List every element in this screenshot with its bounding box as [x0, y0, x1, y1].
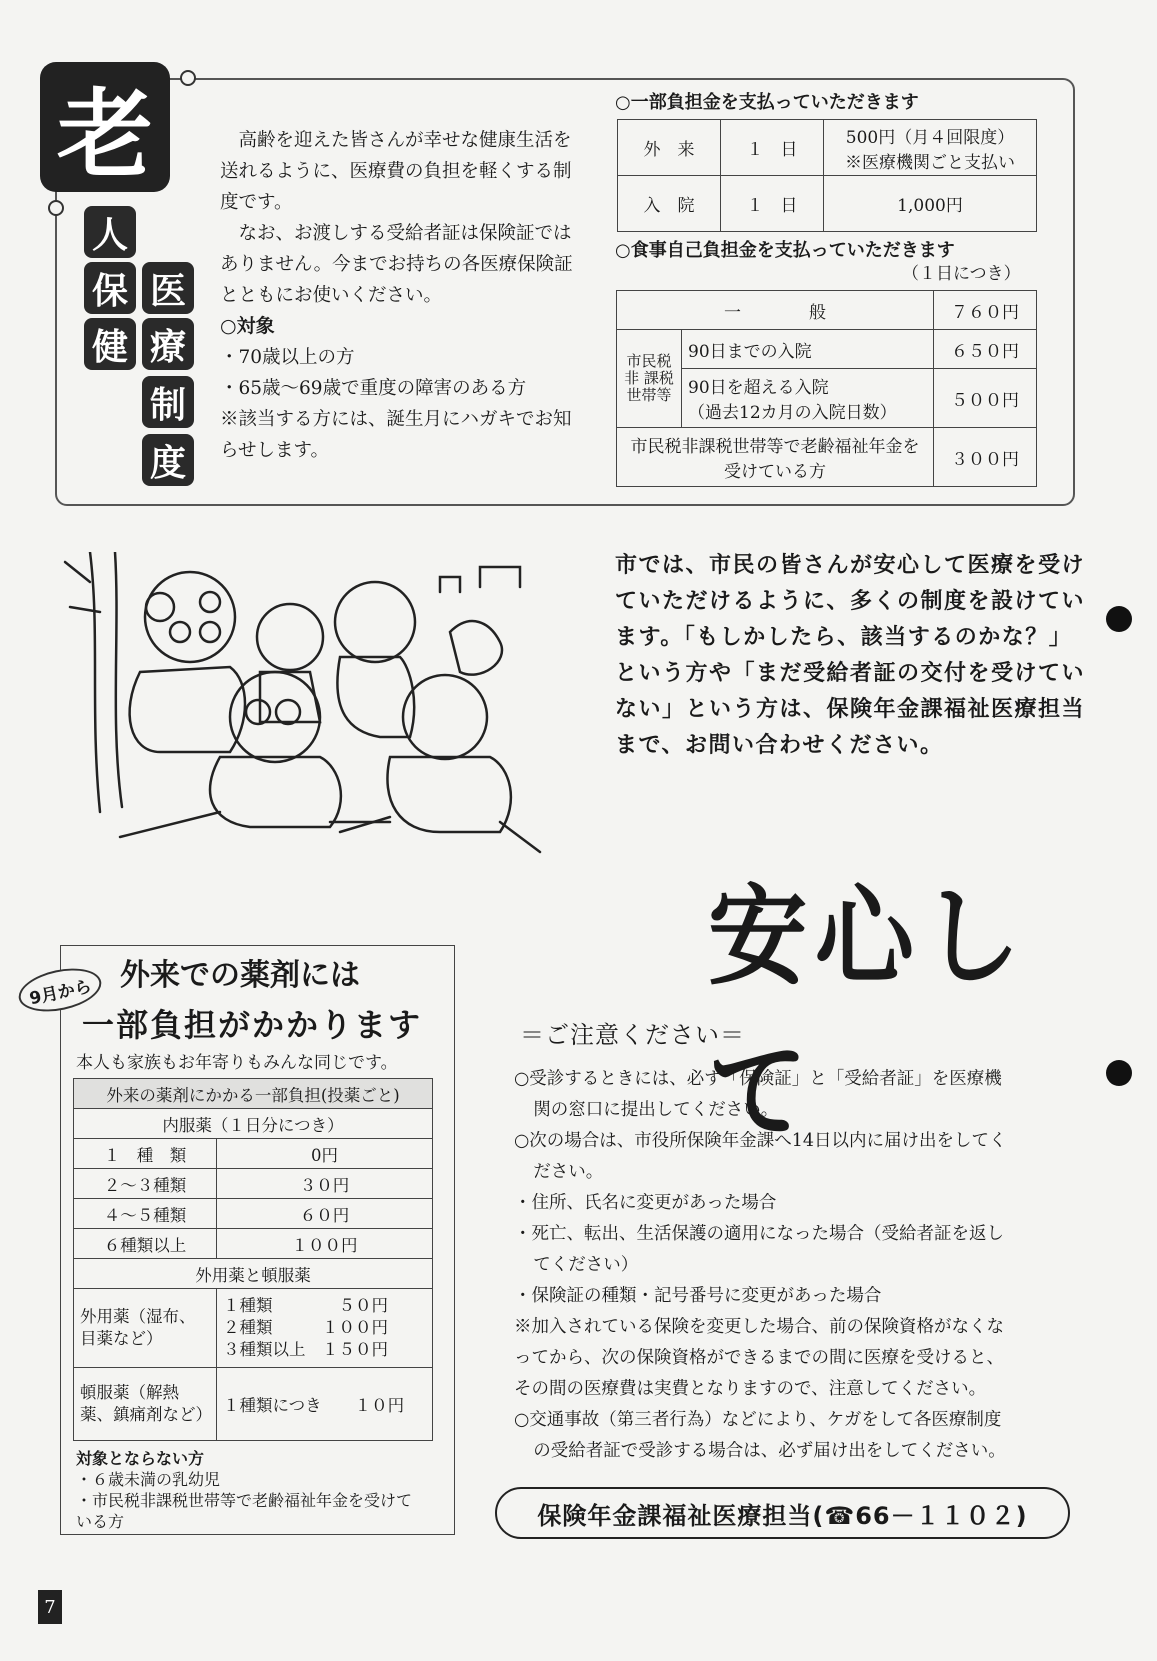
table-row [74, 1368, 433, 1441]
dose-row: １種類 ５０円 [223, 1296, 388, 1315]
meal-heading: ○食事自己負担金を支払っていただきます [615, 240, 955, 261]
table-cell: ３００円 [934, 428, 1037, 487]
family-exercise-illustration [60, 552, 580, 897]
table-row [617, 330, 1037, 369]
caution-line: 関の窓口に提出してください。 [533, 1100, 779, 1120]
target-list [220, 342, 585, 404]
table-row [618, 120, 1037, 176]
table-cell: ２～３種類 [74, 1169, 217, 1199]
table-cell: １ 日 [721, 120, 824, 176]
bullet-dot [1106, 606, 1132, 632]
title-tile: 保 [84, 262, 136, 314]
caution-line: ※加入されている保険を変更した場合、前の保険資格がなくな [514, 1317, 1004, 1337]
title-tile: 医 [142, 262, 194, 314]
table-row [74, 1259, 433, 1289]
table-cell: 1,000円 [824, 176, 1037, 232]
table-cell: 頓服薬（解熱薬、鎮痛剤など） [74, 1368, 217, 1441]
contact-phone: 保険年金課福祉医療担当(☎66－１１０２) [495, 1487, 1070, 1539]
caution-line: ・死亡、転出、生活保護の適用になった場合（受給者証を返し [514, 1224, 1004, 1244]
notice-note: ※該当する方には、誕生月にハガキでお知らせします。 [220, 409, 572, 461]
caution-line: ・住所、氏名に変更があった場合 [514, 1193, 777, 1213]
table-cell: ３０円 [217, 1169, 433, 1199]
target-heading: ○対象 [220, 315, 275, 337]
meal-per-day: （１日につき） [902, 264, 1021, 284]
table-row [74, 1199, 433, 1229]
table-cell: 90日までの入院 [682, 330, 934, 369]
caution-line: てください） [533, 1255, 639, 1275]
table-row [618, 176, 1037, 232]
drug-title: 一部負担がかかります [82, 1006, 423, 1044]
caution-title: ＝ご注意ください＝ [520, 1021, 745, 1049]
info-message: 市では、市民の皆さんが安心して医療を受けていただけるように、多くの制度を設けています。「もしかしたら、該当するのかな？」という方や「まだ受給者証の交付を受けていない」という方は、保険年金課福祉医療担当まで、お問い合わせください。 [615, 553, 1086, 758]
amount-text: 500円（月４回限度） [845, 127, 1015, 148]
copay-table [617, 119, 1037, 232]
table-cell: ７６０円 [934, 291, 1037, 330]
table-cell [617, 330, 682, 428]
table-row [74, 1079, 433, 1109]
table-cell [824, 120, 1037, 176]
caution-line: ○交通事故（第三者行為）などにより、ケガをして各医療制度 [514, 1410, 1002, 1430]
intro-text [220, 125, 585, 466]
table-subheader: 外用薬と頓服薬 [74, 1259, 433, 1289]
table-cell: 0円 [217, 1139, 433, 1169]
not-eligible [76, 1448, 426, 1532]
group-label: 課税世帯等 [626, 369, 674, 404]
table-row [74, 1139, 433, 1169]
table-cell: １ 種 類 [74, 1139, 217, 1169]
copay-heading: ○一部負担金を支払っていただきます [615, 92, 919, 113]
caution-line: ・保険証の種類・記号番号に変更があった場合 [514, 1286, 882, 1306]
caution-line: ○受診するときには、必ず「保険証」と「受給者証」を医療機 [514, 1069, 1002, 1089]
caution-list [514, 1064, 1074, 1467]
intro-paragraph: 高齢を迎えた皆さんが幸せな健康生活を送れるように、医療費の負担を軽くする制度です。 [220, 130, 572, 213]
caution-line: ってから、次の保険資格ができるまでの間に医療を受けると、 [514, 1348, 1004, 1368]
amount-note: ※医療機関ごと支払い [845, 152, 1015, 173]
table-cell [217, 1289, 433, 1368]
table-cell [682, 369, 934, 428]
title-big-char: 老 [40, 62, 170, 192]
page-number: 7 [38, 1590, 62, 1624]
group-label: 市民税 [626, 352, 672, 370]
slogan: 安心して [708, 875, 1029, 1155]
title-tile: 療 [142, 318, 194, 370]
drug-table [73, 1078, 433, 1441]
row-label: 90日を超える入院 [688, 378, 829, 398]
table-cell: 外用薬（湿布、目薬など） [74, 1289, 217, 1368]
table-subheader: 内服薬（１日分につき） [74, 1109, 433, 1139]
drug-title: 外来での薬剤には [120, 958, 360, 993]
dose-row: ２種類 １００円 [223, 1318, 388, 1337]
table-cell: １００円 [217, 1229, 433, 1259]
drug-subtitle: 本人も家族もお年寄りもみんな同じです。 [76, 1053, 398, 1073]
table-row [74, 1229, 433, 1259]
table-cell: 入 院 [618, 176, 721, 232]
table-row [74, 1169, 433, 1199]
intro-paragraph: なお、お渡しする受給者証は保険証ではありません。今までお持ちの各医療保険証とともにお使いください。 [220, 223, 573, 306]
table-cell: １種類につき １０円 [217, 1368, 433, 1441]
ring-decoration [180, 70, 196, 86]
title-tile: 人 [84, 206, 136, 258]
meal-table [616, 290, 1037, 487]
table-cell: ４～５種類 [74, 1199, 217, 1229]
ring-decoration [48, 200, 64, 216]
table-row [617, 428, 1037, 487]
table-cell: 市民税非課税世帯等で老齢福祉年金を受けている方 [617, 428, 934, 487]
title-tile: 度 [142, 434, 194, 486]
title-tile: 健 [84, 318, 136, 370]
table-cell: 外 来 [618, 120, 721, 176]
table-row [617, 291, 1037, 330]
row-sublabel: （過去12カ月の入院日数） [688, 403, 897, 423]
table-cell: ６５０円 [934, 330, 1037, 369]
table-cell: ５００円 [934, 369, 1037, 428]
list-item: ・70歳以上の方 [220, 347, 355, 368]
table-cell: ６種類以上 [74, 1229, 217, 1259]
table-header: 外来の薬剤にかかる一部負担(投薬ごと) [74, 1079, 433, 1109]
not-eligible-heading: 対象とならない方 [76, 1449, 205, 1468]
september-badge: 9月から [15, 962, 105, 1019]
table-row [74, 1109, 433, 1139]
table-row [74, 1289, 433, 1368]
list-item: ・６歳未満の乳幼児 [76, 1470, 221, 1489]
list-item: ・65歳～69歳で重度の障害のある方 [220, 378, 527, 399]
list-item: ・市民税非課税世帯等で老齢福祉年金を受けている方 [76, 1491, 413, 1531]
caution-line: の受給者証で受診する場合は、必ず届け出をしてください。 [533, 1441, 1006, 1461]
table-cell: 一 般 [617, 291, 934, 330]
table-cell: １ 日 [721, 176, 824, 232]
caution-line: ださい。 [533, 1162, 604, 1182]
group-label: 非 [624, 369, 640, 387]
title-tile: 制 [142, 376, 194, 428]
caution-line: その間の医療費は実費となりますので、注意してください。 [514, 1379, 987, 1399]
dose-row: ３種類以上 １５０円 [223, 1340, 388, 1359]
table-cell: ６０円 [217, 1199, 433, 1229]
caution-line: ○次の場合は、市役所保険年金課へ14日以内に届け出をしてく [514, 1131, 1007, 1151]
